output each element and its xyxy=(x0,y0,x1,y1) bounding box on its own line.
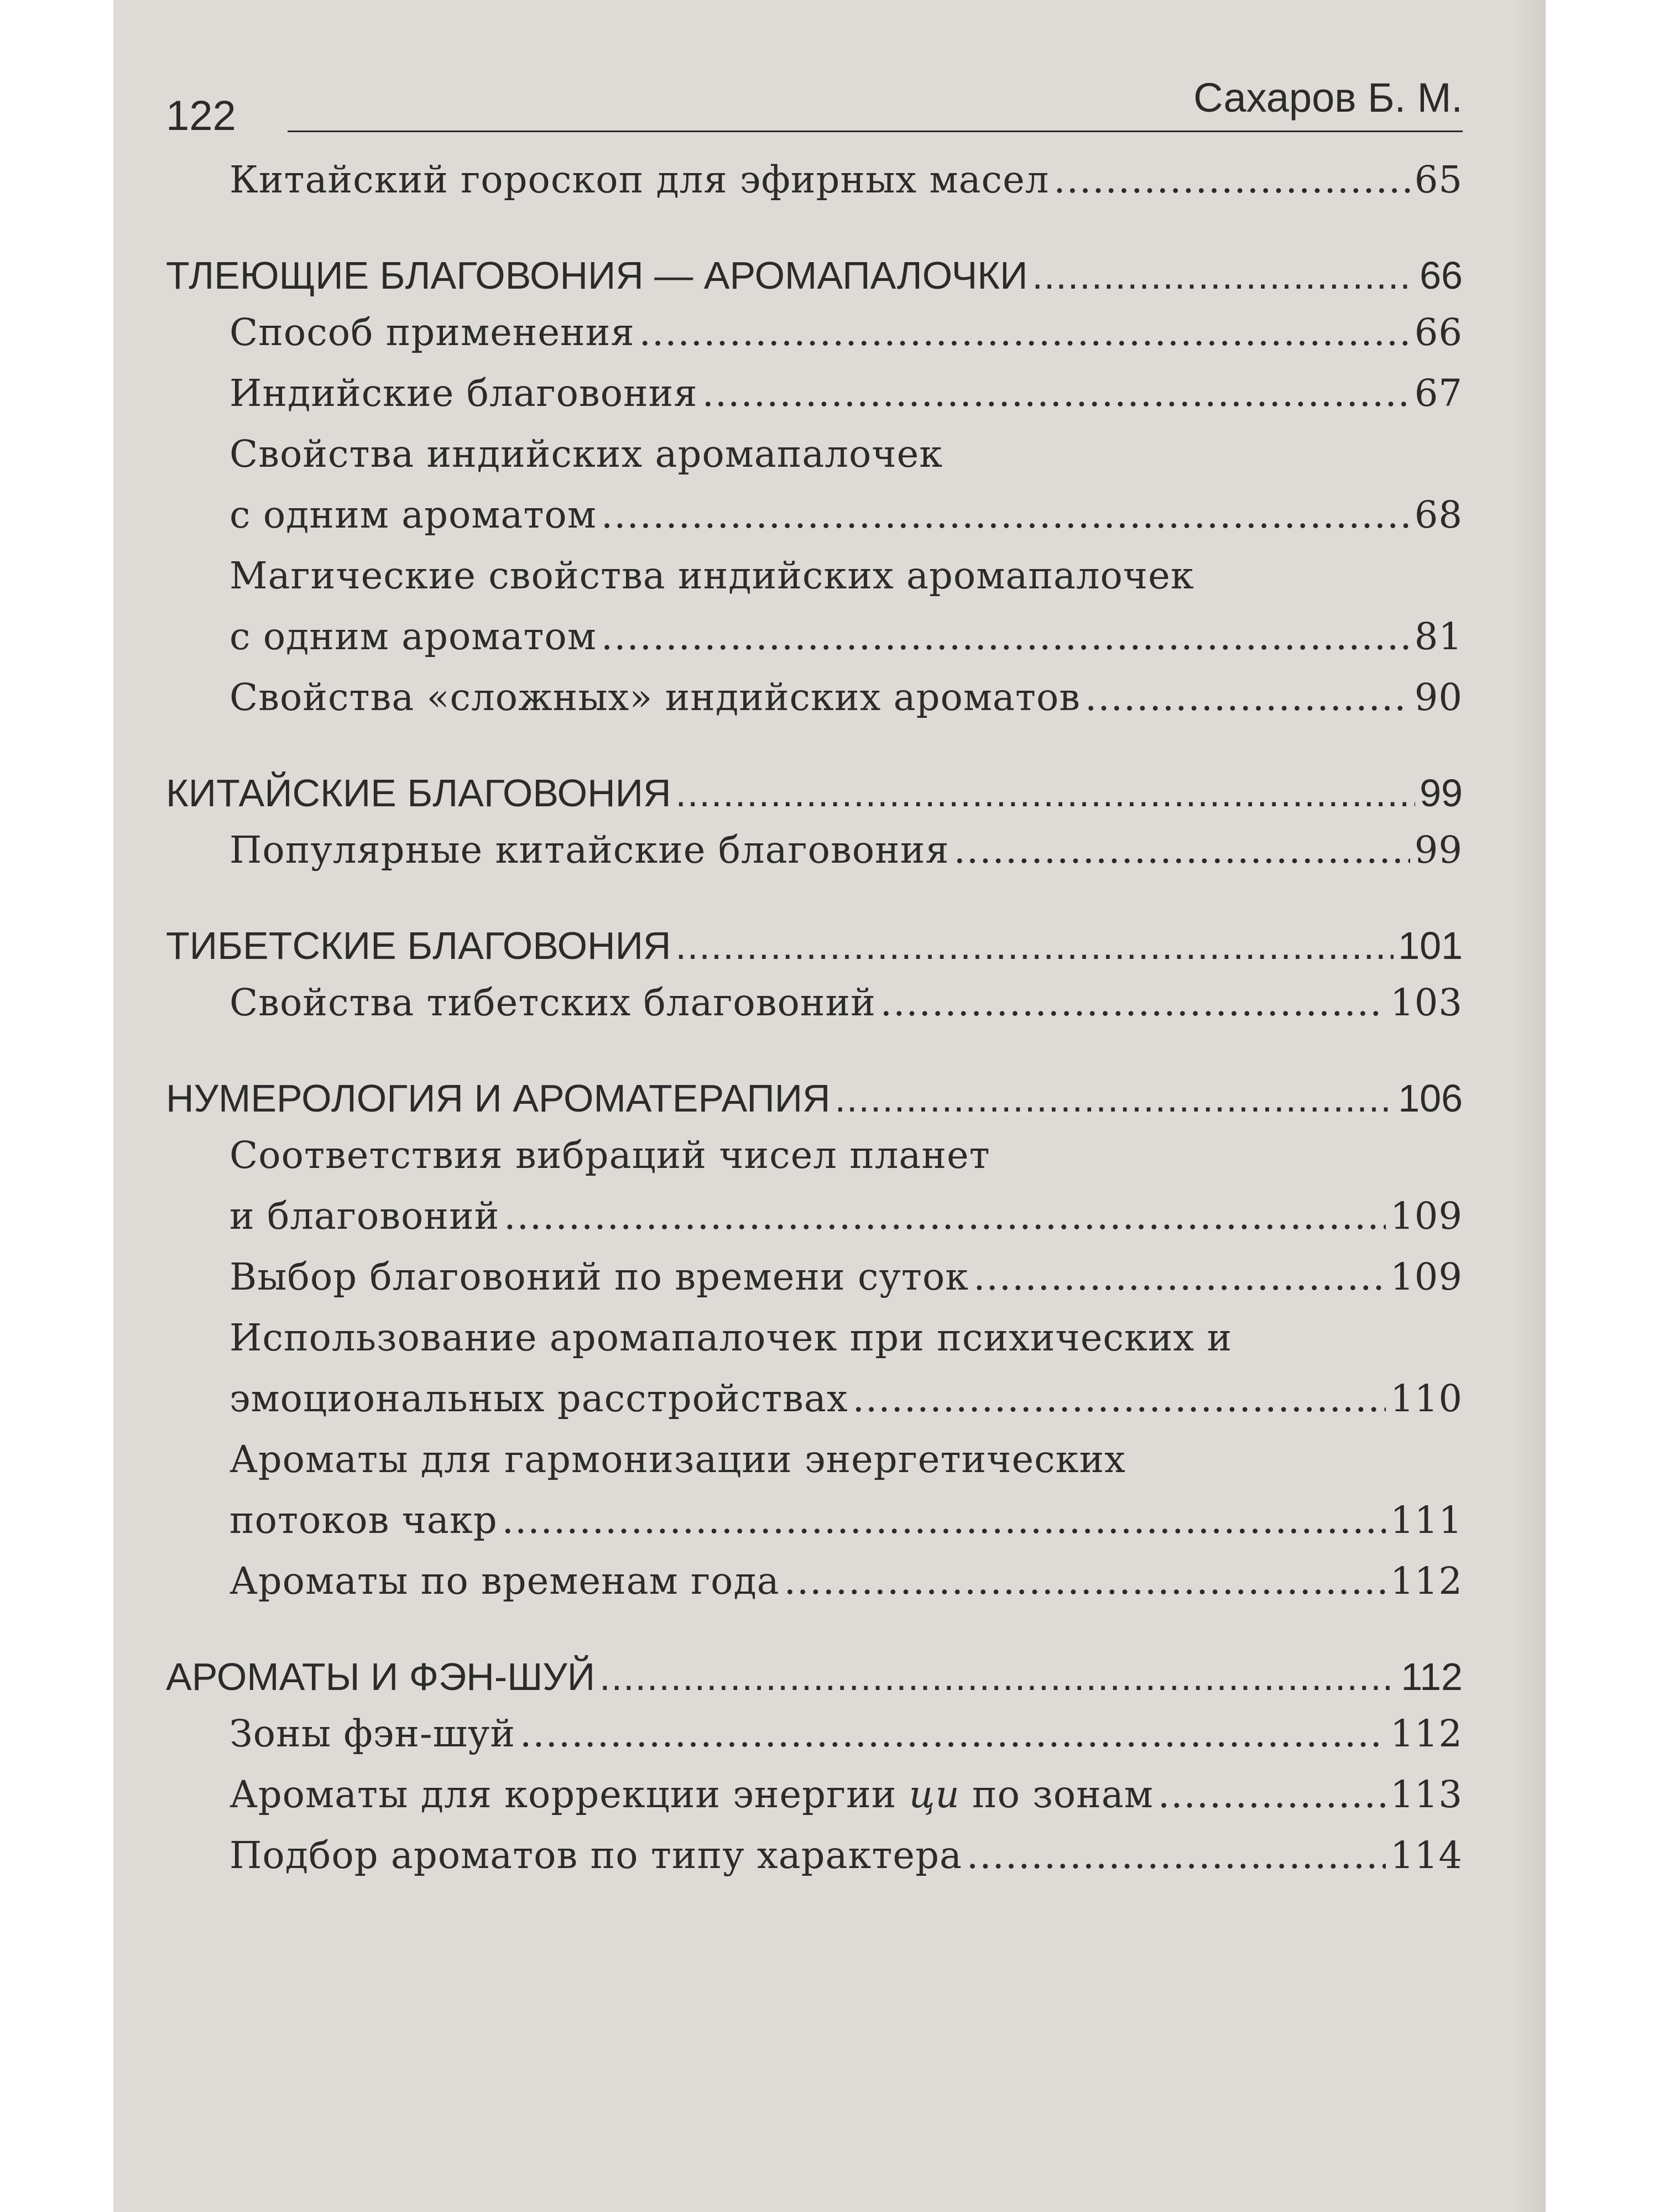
toc-entry xyxy=(166,1246,1463,1307)
toc-section xyxy=(166,249,1463,302)
leader-dots xyxy=(675,919,1394,972)
leader-dots xyxy=(504,1186,1386,1246)
leader-dots xyxy=(973,1246,1386,1307)
toc-section-page: 106 xyxy=(1398,1077,1463,1120)
toc-section-page: 66 xyxy=(1420,254,1463,297)
toc-entry-page: 81 xyxy=(1414,615,1463,658)
toc-entry xyxy=(166,1125,1463,1246)
page-number: 122 xyxy=(166,92,236,139)
toc-entry-title: Зоны фэн-шуй xyxy=(229,1712,515,1755)
toc-section-page: 112 xyxy=(1401,1655,1463,1698)
toc-entry-title-line1: Магические свойства индийских аромапалочек xyxy=(229,554,1194,597)
book-page xyxy=(113,0,1546,2212)
toc-entry-title: Свойства тибетских благовоний xyxy=(229,981,876,1024)
toc-entry-page: 114 xyxy=(1390,1834,1463,1877)
toc-entry-title-line1: Использование аромапалочек при психических и xyxy=(229,1316,1233,1359)
toc-entry xyxy=(166,545,1463,667)
leader-dots xyxy=(954,820,1410,880)
toc-entry-title-line1: Свойства индийских аромапалочек xyxy=(229,432,943,476)
table-of-contents xyxy=(166,149,1463,1886)
toc-entry-title-line2: с одним ароматом xyxy=(229,615,597,658)
toc-entry-title xyxy=(229,1764,1154,1825)
toc-entry-title: Китайский гороскоп для эфирных масел xyxy=(229,158,1050,201)
leader-dots xyxy=(853,1368,1386,1429)
toc-entry-page: 68 xyxy=(1414,493,1463,536)
toc-entry-page: 109 xyxy=(1390,1194,1463,1238)
toc-entry-title-italic: ци xyxy=(909,1773,960,1816)
leader-dots xyxy=(639,302,1410,363)
toc-entry xyxy=(166,149,1463,210)
toc-entry-page: 111 xyxy=(1390,1499,1463,1542)
toc-entry-title-line2: эмоциональных расстройствах xyxy=(229,1377,848,1420)
toc-entry xyxy=(166,424,1463,545)
toc-section xyxy=(166,766,1463,820)
toc-section-page: 99 xyxy=(1420,771,1463,815)
leader-dots xyxy=(1053,149,1410,210)
toc-section-title: АРОМАТЫ И ФЭН-ШУЙ xyxy=(166,1655,596,1698)
toc-section-title: НУМЕРОЛОГИЯ И АРОМАТЕРАПИЯ xyxy=(166,1077,831,1120)
toc-entry-page: 90 xyxy=(1414,676,1463,719)
leader-dots xyxy=(502,1490,1386,1551)
leader-dots xyxy=(1158,1764,1386,1825)
leader-dots xyxy=(520,1703,1386,1764)
toc-entry-title-line1: Ароматы для гармонизации энергетических xyxy=(229,1438,1126,1481)
toc-entry-page: 67 xyxy=(1414,372,1463,415)
leader-dots xyxy=(835,1072,1394,1125)
toc-entry-title: Свойства «сложных» индийских ароматов xyxy=(229,676,1081,719)
toc-entry xyxy=(166,667,1463,728)
toc-entry xyxy=(166,820,1463,880)
toc-section xyxy=(166,919,1463,972)
toc-entry-page: 65 xyxy=(1414,158,1463,201)
toc-entry xyxy=(166,1307,1463,1429)
toc-section-page: 101 xyxy=(1398,924,1463,967)
toc-entry xyxy=(166,972,1463,1033)
toc-entry-title: Популярные китайские благовония xyxy=(229,828,950,872)
toc-entry-title-line2: и благовоний xyxy=(229,1194,500,1238)
toc-entry-page: 109 xyxy=(1390,1255,1463,1298)
toc-entry-title: Способ применения xyxy=(229,311,635,354)
toc-entry xyxy=(166,1825,1463,1886)
toc-entry xyxy=(166,1764,1463,1825)
leader-dots xyxy=(702,363,1410,424)
toc-section xyxy=(166,1650,1463,1703)
toc-entry-title-part: Ароматы для коррекции энергии xyxy=(229,1773,909,1816)
leader-dots xyxy=(599,1650,1396,1703)
leader-dots xyxy=(967,1825,1386,1886)
toc-entry xyxy=(166,1551,1463,1611)
leader-dots xyxy=(601,606,1410,667)
toc-entry-page: 110 xyxy=(1390,1377,1463,1420)
toc-entry-title: Ароматы по временам года xyxy=(229,1559,780,1603)
leader-dots xyxy=(1032,249,1415,302)
toc-entry-title-line1: Соответствия вибраций чисел планет xyxy=(229,1134,990,1177)
toc-entry-page: 99 xyxy=(1414,828,1463,872)
toc-entry-page: 112 xyxy=(1390,1559,1463,1603)
toc-entry-page: 66 xyxy=(1414,311,1463,354)
toc-section-title: ТИБЕТСКИЕ БЛАГОВОНИЯ xyxy=(166,924,671,967)
toc-entry-title-line2: потоков чакр xyxy=(229,1499,498,1542)
toc-entry xyxy=(166,1703,1463,1764)
toc-section-title: ТЛЕЮЩИЕ БЛАГОВОНИЯ — АРОМАПАЛОЧКИ xyxy=(166,254,1028,297)
toc-entry-title-part: по зонам xyxy=(959,1773,1154,1816)
toc-entry-title-line2: с одним ароматом xyxy=(229,493,597,536)
toc-entry-title: Индийские благовония xyxy=(229,372,698,415)
toc-entry xyxy=(166,1429,1463,1551)
toc-section-title: КИТАЙСКИЕ БЛАГОВОНИЯ xyxy=(166,771,671,815)
toc-section xyxy=(166,1072,1463,1125)
leader-dots xyxy=(601,484,1410,545)
toc-entry-page: 113 xyxy=(1390,1773,1463,1816)
running-header xyxy=(166,77,1463,144)
leader-dots xyxy=(1085,667,1410,728)
leader-dots xyxy=(676,766,1416,820)
toc-entry-title: Выбор благовоний по времени суток xyxy=(229,1255,969,1298)
leader-dots xyxy=(784,1551,1386,1611)
toc-entry xyxy=(166,363,1463,424)
author-name: Сахаров Б. М. xyxy=(1193,75,1463,121)
toc-entry-title: Подбор ароматов по типу характера xyxy=(229,1834,962,1877)
toc-entry xyxy=(166,302,1463,363)
header-rule xyxy=(288,131,1463,132)
toc-entry-page: 103 xyxy=(1390,981,1463,1024)
toc-entry-page: 112 xyxy=(1390,1712,1463,1755)
leader-dots xyxy=(880,972,1386,1033)
